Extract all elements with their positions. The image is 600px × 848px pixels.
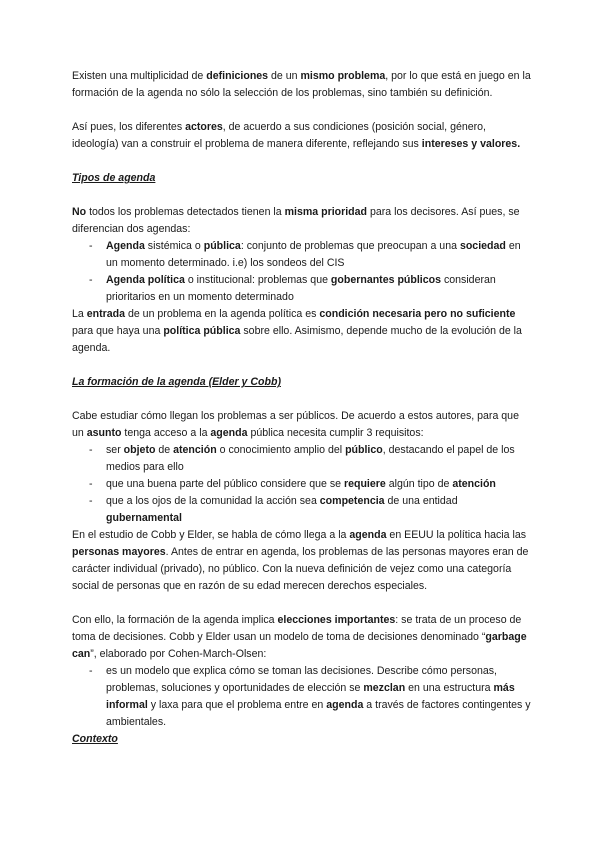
paragraph-requisitos-intro [72, 408, 532, 442]
bold-term: competencia [319, 495, 385, 507]
paragraph-entrada [72, 306, 532, 357]
text-run: consideran prioritarios en un momento determinado [106, 274, 496, 303]
text-run: y laxa para que el problema entre en [147, 699, 327, 711]
bold-term: agenda [349, 529, 387, 541]
list-item [72, 493, 532, 527]
bold-term: agenda [210, 427, 248, 439]
list-garbage-can [72, 663, 532, 731]
paragraph-definiciones [72, 68, 532, 102]
bold-term: gobernantes públicos [330, 274, 441, 286]
list-item [72, 272, 532, 306]
bold-term: sociedad [459, 240, 506, 252]
text-run: de una entidad [384, 495, 458, 507]
text-run: todos los problemas detectados tienen la [86, 206, 285, 218]
bold-term: atención [173, 444, 217, 456]
text-run: a través de factores contingentes y ambientales. [106, 699, 531, 728]
text-run: o institucional: problemas que [184, 274, 331, 286]
text-run: en una estructura [405, 682, 494, 694]
bold-term: No [72, 206, 87, 218]
text-run: , destacando el papel de los medios para ello [106, 444, 515, 473]
text-run: ser [106, 444, 124, 456]
text-run: para los decisores. Así pues, se diferencian dos agendas: [72, 206, 520, 235]
bold-term: mismo problema [300, 70, 386, 82]
bold-term: entrada [86, 308, 126, 320]
text-run: , por lo que está en juego en la formación de la agenda no sólo la selección de los problemas, sino también su definición. [72, 70, 531, 99]
bold-term: definiciones [206, 70, 269, 82]
bold-term: pública [203, 240, 241, 252]
list-item [72, 238, 532, 272]
text-run: : conjunto de problemas que preocupan a una [240, 240, 460, 252]
text-run: : se trata de un proceso de toma de decisiones. Cobb y Elder usan un modelo de toma de decisiones denominado “ [72, 614, 522, 643]
text-run: en EEUU la política hacia las [386, 529, 527, 541]
document-body [72, 68, 532, 765]
text-run: Existen una multiplicidad de [72, 70, 207, 82]
text-run: ”, elaborado por Cohen-March-Olsen: [90, 648, 267, 660]
bold-term: más informal [106, 682, 515, 711]
list-item [72, 663, 532, 731]
text-run: para que haya una [72, 325, 164, 337]
bold-term: requiere [343, 478, 386, 490]
paragraph-actores [72, 119, 532, 153]
text-run: La [72, 308, 87, 320]
text-run: que una buena parte del público considere que se [106, 478, 344, 490]
list-item [72, 476, 532, 493]
text-run: sobre ello. Asimismo, depende mucho de la evolución de la agenda. [72, 325, 522, 354]
heading-contexto: Contexto [72, 733, 118, 745]
text-run: En el estudio de Cobb y Elder, se habla de cómo llega a la [72, 529, 350, 541]
bold-term: asunto [86, 427, 122, 439]
text-run: pública necesita cumplir 3 requisitos: [247, 427, 424, 439]
bold-term: agenda [326, 699, 364, 711]
text-run: es un modelo que explica cómo se toman las decisiones. Describe cómo personas, problemas, soluciones y oportunidades de elección se [106, 665, 497, 694]
bold-term: público [345, 444, 383, 456]
bold-term: objeto [123, 444, 156, 456]
list-item [72, 442, 532, 476]
bold-term: atención [452, 478, 496, 490]
text-run: tenga acceso a la [121, 427, 211, 439]
text-run: . Antes de entrar en agenda, los problemas de las personas mayores eran de carácter individual (privado), no público. Con la nueva definición de vejez como una categoría social de personas que en razón de su edad merecen derechos especiales. [72, 546, 529, 592]
bold-term: mezclan [363, 682, 406, 694]
bold-term: misma prioridad [284, 206, 368, 218]
bold-term: elecciones importantes [277, 614, 396, 626]
paragraph-prioridad [72, 204, 532, 238]
paragraph-elecciones [72, 612, 532, 663]
text-run: o conocimiento amplio del [216, 444, 346, 456]
bold-term: personas mayores [72, 546, 166, 558]
bold-term: Agenda política [106, 274, 185, 286]
text-run: Cabe estudiar cómo llegan los problemas a ser públicos. De acuerdo a estos autores, para que un [72, 410, 519, 439]
text-run: algún tipo de [385, 478, 453, 490]
bold-term: actores [185, 121, 223, 133]
paragraph-personas-mayores [72, 527, 532, 595]
heading-tipos-de-agenda: Tipos de agenda [72, 172, 156, 184]
bold-term: política pública [163, 325, 241, 337]
heading-formacion-agenda: La formación de la agenda (Elder y Cobb) [72, 376, 281, 388]
text-run: sistémica o [144, 240, 204, 252]
list-tipos-agenda [72, 238, 532, 306]
bold-term: intereses y valores. [421, 138, 521, 150]
text-run: Con ello, la formación de la agenda implica [72, 614, 278, 626]
bold-term: Agenda [106, 240, 145, 252]
text-run: de [155, 444, 174, 456]
text-run: Así pues, los diferentes [72, 121, 186, 133]
list-requisitos [72, 442, 532, 527]
text-run: , de acuerdo a sus condiciones (posición social, género, ideología) van a construir el problema de manera diferente, reflejando sus [72, 121, 487, 150]
text-run: en un momento determinado. i.e) los sondeos del CIS [106, 240, 521, 269]
text-run: que a los ojos de la comunidad la acción sea [106, 495, 320, 507]
bold-term: gubernamental [106, 512, 182, 524]
bold-term: condición necesaria pero no suficiente [319, 308, 516, 320]
text-run: de un [268, 70, 301, 82]
text-run: de un problema en la agenda política es [125, 308, 320, 320]
bold-term: garbage can [72, 631, 527, 660]
